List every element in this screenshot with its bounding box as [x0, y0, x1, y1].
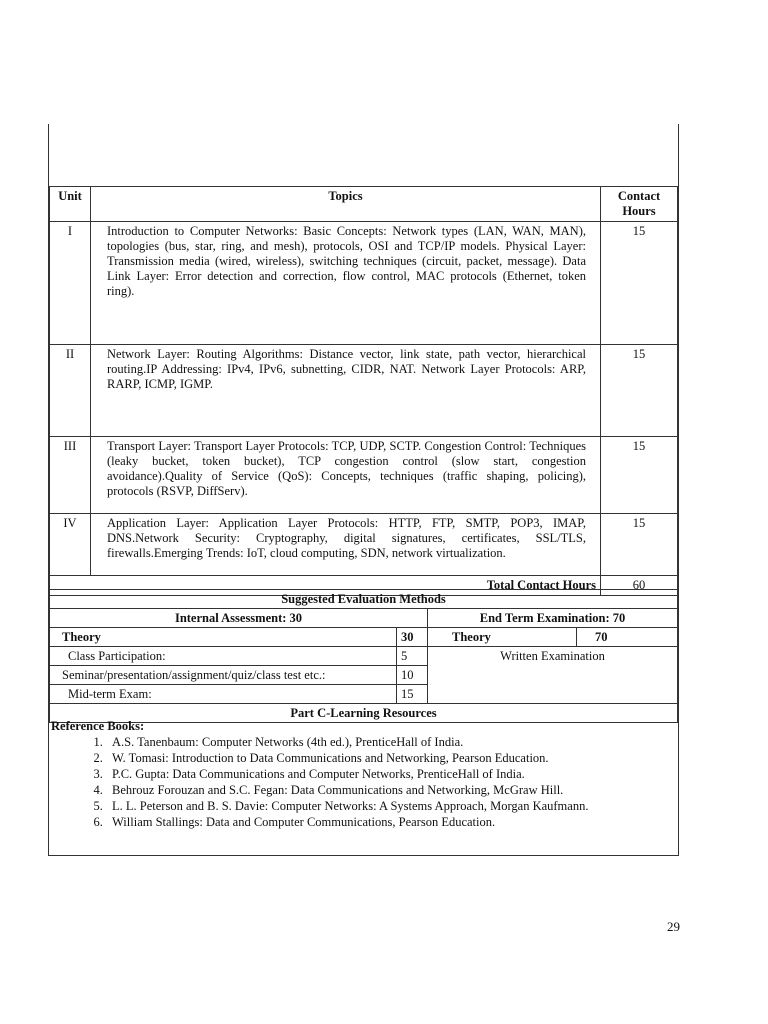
eval-item-value: 10 [397, 666, 428, 685]
unit-topics: Transport Layer: Transport Layer Protocols: TCP, UDP, SCTP. Congestion Control: Techniques (leaky bucket, token bucket), TCP congestion control (slow start, congestion avoidance).Quality of Service (QoS): Concepts, techniques (traffic shaping, policing), protocols (RSVP, DiffServ). [91, 437, 601, 514]
theory-internal-value: 30 [397, 628, 428, 647]
eval-item-label: Seminar/presentation/assignment/quiz/class test etc.: [50, 666, 397, 685]
unit-header: Unit [50, 187, 91, 222]
reference-books [49, 718, 680, 830]
unit-topics: Network Layer: Routing Algorithms: Distance vector, link state, path vector, hierarchical routing.IP Addressing: IPv4, IPv6, subnetting, CIDR, NAT. Network Layer Protocols: ARP, RARP, ICMP, IGMP. [91, 345, 601, 437]
page-number: 29 [667, 919, 680, 934]
total-label: Total Contact Hours [50, 576, 601, 596]
unit-number: II [50, 345, 91, 437]
written-examination: Written Examination [428, 647, 678, 704]
reference-item: 2. W. Tomasi: Introduction to Data Communications and Networking, Pearson Education. [106, 750, 680, 766]
topics-header: Topics [91, 187, 601, 222]
reference-list [51, 734, 680, 830]
reference-item: 5. L. L. Peterson and B. S. Davie: Computer Networks: A Systems Approach, Morgan Kaufmann. [106, 798, 680, 814]
total-value: 60 [601, 576, 678, 596]
reference-item: 3. P.C. Gupta: Data Communications and Computer Networks, PrenticeHall of India. [106, 766, 680, 782]
reference-books-title: Reference Books: [51, 719, 145, 733]
hours-header: Contact Hours [601, 187, 678, 222]
unit-topics: Introduction to Computer Networks: Basic Concepts: Network types (LAN, WAN, MAN), topologies (bus, star, ring, and mesh), protocols, OSI and TCP/IP models. Physical Layer: Transmission media (wired, wireless), switching techniques (circuit, packet, message). Data Link Layer: Error detection and correction, flow control, MAC protocols (Ethernet, token ring). [91, 222, 601, 345]
unit-hours: 15 [601, 345, 678, 437]
end-theory-label: Theory [428, 628, 577, 647]
unit-number: IV [50, 514, 91, 576]
end-theory-value: 70 [577, 628, 678, 647]
eval-item-label: Mid-term Exam: [50, 685, 397, 704]
unit-number: III [50, 437, 91, 514]
theory-label: Theory [50, 628, 397, 647]
unit-hours: 15 [601, 437, 678, 514]
evaluation-title: Suggested Evaluation Methods [50, 590, 678, 609]
reference-item: 4. Behrouz Forouzan and S.C. Fegan: Data Communications and Networking, McGraw Hill. [106, 782, 680, 798]
evaluation-table [49, 589, 678, 723]
unit-number: I [50, 222, 91, 345]
end-term-title: End Term Examination: 70 [428, 609, 678, 628]
reference-item: 1. A.S. Tanenbaum: Computer Networks (4th ed.), PrenticeHall of India. [106, 734, 680, 750]
eval-item-value: 15 [397, 685, 428, 704]
syllabus-page [48, 124, 679, 856]
unit-row [50, 514, 678, 576]
unit-row [50, 345, 678, 437]
unit-hours: 15 [601, 222, 678, 345]
unit-hours: 15 [601, 514, 678, 576]
resources-title: Part C-Learning Resources [50, 704, 678, 723]
eval-item-label: Class Participation: [50, 647, 397, 666]
unit-row [50, 437, 678, 514]
internal-assessment-title: Internal Assessment: 30 [50, 609, 428, 628]
unit-topics: Application Layer: Application Layer Protocols: HTTP, FTP, SMTP, POP3, IMAP, DNS.Network Security: Cryptography, digital signatures, certificates, SSL/TLS, firewalls.Emerging Trends: IoT, cloud computing, SDN, network virtualization. [91, 514, 601, 576]
reference-item: 6. William Stallings: Data and Computer Communications, Pearson Education. [106, 814, 680, 830]
eval-item-value: 5 [397, 647, 428, 666]
units-header-row [50, 187, 678, 222]
units-table [49, 186, 678, 596]
unit-row [50, 222, 678, 345]
